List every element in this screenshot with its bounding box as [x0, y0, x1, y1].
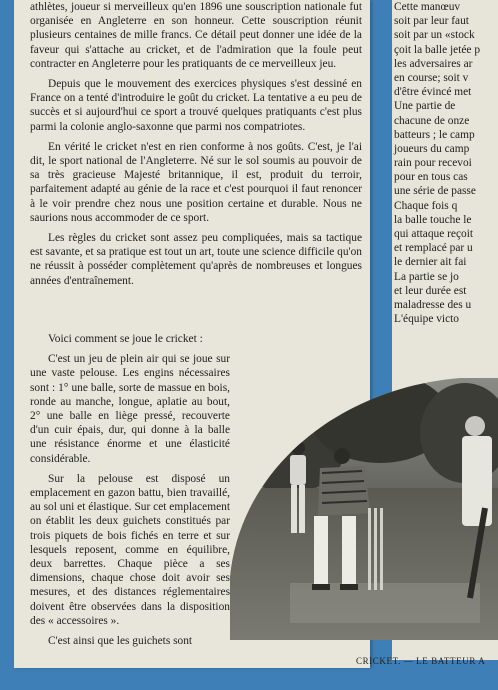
text-line: la balle touche le — [394, 213, 472, 226]
lower-text-column — [30, 332, 230, 648]
text-line: chacune de onze — [394, 114, 470, 127]
text-line: soit par un «stock — [394, 29, 475, 42]
text-line: et remplacé par u — [394, 242, 473, 255]
wicket-figure — [368, 508, 383, 590]
paragraph: En vérité le cricket n'est en rien conforme à nos goûts. C'est, je l'ai dit, le sport national de l'Angleterre. Né sur le sol soumis au pouvoir de sa très gracieuse Majesté britannique, il est, produit du terroir, parfaitement adapté au génie de la race et c'est pourquoi il faut renoncer à le voir prendre chez nous une position certaine et durable. Nous ne saurions nous accommoder de ce sport. — [30, 140, 362, 224]
text-line: d'être évincé met — [394, 86, 472, 99]
text-line: qui attaque reçoit — [394, 228, 474, 240]
paragraph: C'est ainsi que les guichets sont — [48, 635, 193, 648]
text-line: La partie se jo — [394, 270, 459, 283]
text-line: rain pour recevoi — [394, 157, 472, 170]
text-line: les adversaires ar — [394, 57, 473, 70]
text-line: Chaque fois q — [394, 199, 458, 212]
cricket-photo — [230, 378, 498, 640]
text-line: batteurs ; le camp — [394, 128, 475, 141]
right-text-column — [394, 0, 498, 326]
text-line: maladresse des u — [394, 298, 472, 311]
paragraph: Voici comment se joue le cricket : — [48, 333, 203, 345]
paragraph: athlètes, joueur si merveilleux qu'en 1896 une souscription nationale fut organisée en Angleterre en son honneur. Cette souscription réunit plusieurs centaines de mille francs. Ce détail peut donner une idée de la faveur qui s'attache au cricket, et de l'admiration que la foule peut contracter en Angleterre pour les pratiquants de ce merveilleux jeu. — [30, 1, 362, 70]
text-line: soit par leur faut — [394, 15, 469, 28]
text-line: joueurs du camp — [394, 142, 470, 155]
text-line: L'équipe victo — [394, 313, 459, 326]
paragraph: C'est un jeu de plein air qui se joue sur une vaste pelouse. Les engins nécessaires sont : 1° une balle, sorte de massue en bois, ronde au manche, longue, aplatie au bout, 2° une balle en liège pressé, recouverte d'un cuir épais, dur, qui donne à la balle une résistance énorme et une élasticité considérable. — [30, 353, 230, 465]
text-line: le dernier ait fai — [394, 256, 467, 269]
photo-caption: CRICKET. — LE BATTEUR A — [356, 656, 486, 666]
text-line: çoit la balle jetée p — [394, 43, 481, 56]
text-line: Une partie de — [394, 100, 456, 113]
paragraph: Sur la pelouse est disposé un emplacement en gazon battu, bien travaillé, au sol uni et élastique. Sur cet emplacement on établit les deux guichets constitués par trois piquets de bois fichés en terre et sur lesquels reposent, comme en équilibre, deux barrettes. Chaque pièce a ses dimensions, chaque chose doit avoir ses mesures, et des distances réglementaires doivent être observées dans la disposition des « accessoires ». — [30, 472, 230, 627]
paragraph: Depuis que le mouvement des exercices physiques s'est dessiné en France on a tenté d'introduire le goût du cricket. La tentative a eu peu de succès et si aujourd'hui ce sport a trouvé quelques pratiquants c'est plus parmi la colonie anglo-saxonne que parmi nos compatriotes. — [30, 78, 362, 133]
text-line: Cette manœuv — [394, 1, 461, 13]
paragraph: Les règles du cricket sont assez peu compliquées, mais sa tactique est savante, et sa pratique est tout un art, toute une science difficile qu'on ne réussit à posséder complètement qu'après de nombreuses et longues années d'entraînement. — [30, 232, 362, 287]
upper-text-column — [30, 0, 362, 288]
text-line: et leur durée est — [394, 284, 467, 297]
text-line: pour en tous cas — [394, 171, 468, 184]
text-line: en course; soit v — [394, 71, 469, 84]
text-line: une série de passe — [394, 185, 476, 198]
